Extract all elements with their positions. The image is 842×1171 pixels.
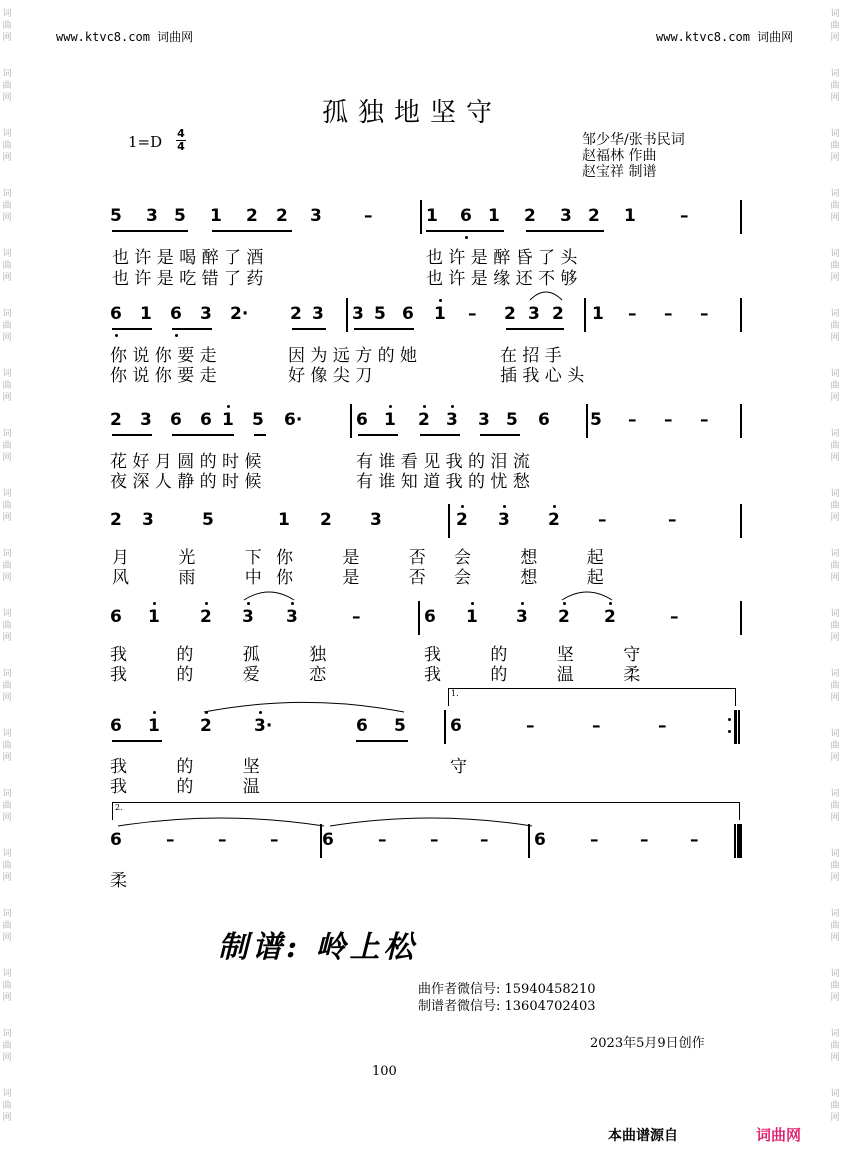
row3-note: 6·: [284, 410, 303, 430]
row3-note: 1: [384, 410, 396, 430]
row5-octave-dot-high: [205, 602, 208, 605]
side-watermark-text: 词 曲 网: [830, 729, 840, 763]
row2-beam: [292, 328, 326, 330]
header-left-site[interactable]: www.ktvc8.com 词曲网: [56, 30, 194, 44]
row2-note: 1: [434, 304, 446, 324]
header-right-site[interactable]: www.ktvc8.com 词曲网: [656, 30, 794, 44]
side-watermark-text: 词 曲 网: [2, 789, 12, 823]
row7-bar-line: [740, 824, 742, 858]
row1-note: –: [364, 206, 373, 226]
side-watermark-text: 词 曲 网: [2, 669, 12, 703]
creation-date: 2023年5月9日创作: [590, 1036, 705, 1051]
side-watermark-text: 词 曲 网: [2, 129, 12, 163]
key-signature: 1=D: [128, 133, 163, 151]
row6-note: 2: [200, 716, 212, 736]
row2-lyric-verse1-c: 在 招 手: [500, 346, 562, 366]
row1-note: 2: [524, 206, 536, 226]
row2-note: 1: [592, 304, 604, 324]
row3-bar-line: [740, 404, 742, 438]
row4-lyric-verse2-a: 风 雨 中: [112, 568, 284, 588]
row2-bar-line: [584, 298, 586, 332]
row5-octave-dot-high: [609, 602, 612, 605]
row3-beam: [200, 434, 234, 436]
row2-lyric-verse2-a: 你 说 你 要 走: [110, 366, 217, 386]
row2-note: 1: [140, 304, 152, 324]
row2-slur: [530, 290, 562, 302]
row1-note: 1: [488, 206, 500, 226]
row6-octave-dot-high: [153, 711, 156, 714]
row1-lyric-verse2-b: 也 许 是 缘 还 不 够: [426, 269, 578, 289]
row4-bar-line: [448, 504, 450, 538]
row2-note: 2·: [230, 304, 249, 324]
side-watermark-text: 词 曲 网: [830, 129, 840, 163]
row1-bar-line: [420, 200, 422, 234]
side-watermark-text: 词 曲 网: [2, 1089, 12, 1123]
row4-lyric-verse2-b: 你 是 否: [276, 568, 448, 588]
row6-note: –: [658, 716, 667, 736]
footer-source-label: 本曲谱源自: [608, 1128, 678, 1144]
side-watermark-text: 词 曲 网: [830, 249, 840, 283]
row6-lyric-verse2-a: 我 的 温: [110, 777, 282, 797]
row4-note: 2: [320, 510, 332, 530]
row7-note: –: [640, 830, 649, 850]
row1-note: 3: [146, 206, 158, 226]
row4-octave-dot-high: [461, 505, 464, 508]
row4-lyric-verse2-c: 会 想 起: [454, 568, 626, 588]
side-watermark-text: 词 曲 网: [2, 429, 12, 463]
row7-note: –: [480, 830, 489, 850]
row2-note: 5: [374, 304, 386, 324]
row4-octave-dot-high: [503, 505, 506, 508]
row5-octave-dot-high: [521, 602, 524, 605]
row3-note: 5: [590, 410, 602, 430]
row3-beam: [358, 434, 398, 436]
row6-note: –: [592, 716, 601, 736]
row3-note: 2: [110, 410, 122, 430]
composer-credit: 赵福林 作曲: [582, 148, 657, 164]
row2-octave-dot-high: [439, 299, 442, 302]
row3-note: 3: [140, 410, 152, 430]
row3-note: 1: [222, 410, 234, 430]
row1-note: 1: [426, 206, 438, 226]
row7-tie-1: [118, 816, 324, 828]
row7-bar-line: [320, 824, 322, 858]
side-watermark-text: 词 曲 网: [2, 729, 12, 763]
row5-lyric-verse2-b: 我 的 温 柔: [424, 665, 663, 685]
row6-note: –: [526, 716, 535, 736]
row2-bar-line: [346, 298, 348, 332]
row4-lyric-verse1-c: 会 想 起: [454, 548, 626, 568]
row3-lyric-verse1-a: 花 好 月 圆 的 时 候: [110, 452, 262, 472]
row7-note: 6: [534, 830, 546, 850]
row3-octave-dot-high: [227, 405, 230, 408]
side-watermark-text: 词 曲 网: [830, 669, 840, 703]
row3-beam: [480, 434, 520, 436]
row1-note: 2: [588, 206, 600, 226]
row4-lyric-verse1-a: 月 光 下: [112, 548, 284, 568]
row2-note: 3: [352, 304, 364, 324]
row3-note: 6: [200, 410, 212, 430]
lyricist-credit: 邹少华/张书民词: [582, 132, 685, 148]
row2-note: 3: [200, 304, 212, 324]
row4-note: 2: [456, 510, 468, 530]
side-watermark-text: 词 曲 网: [2, 9, 12, 43]
row1-note: 1: [210, 206, 222, 226]
row5-octave-dot-high: [471, 602, 474, 605]
row3-bar-line: [586, 404, 588, 438]
repeat-bar-thick: [734, 710, 737, 744]
row2-note: –: [468, 304, 477, 324]
side-watermark-text: 词 曲 网: [830, 549, 840, 583]
row3-note: –: [664, 410, 673, 430]
row5-note: 6: [110, 607, 122, 627]
row5-note: –: [670, 607, 679, 627]
row2-lyric-verse1-a: 你 说 你 要 走: [110, 346, 217, 366]
row3-note: 6: [356, 410, 368, 430]
side-watermark-text: 词 曲 网: [830, 609, 840, 643]
arranger-signature: 制谱: 岭上松: [218, 930, 418, 965]
row6-beam: [356, 740, 408, 742]
row6-bar-line: [444, 710, 446, 744]
row2-note: 3: [528, 304, 540, 324]
row6-slur: [204, 700, 404, 714]
row3-note: 3: [478, 410, 490, 430]
row4-note: 1: [278, 510, 290, 530]
row4-note: 2: [110, 510, 122, 530]
row5-lyric-verse1-a: 我 的 孤 独: [110, 645, 349, 665]
row1-note: 5: [110, 206, 122, 226]
row7-note: –: [690, 830, 699, 850]
row2-beam: [112, 328, 152, 330]
row3-note: 6: [170, 410, 182, 430]
side-watermark-right: [828, 0, 842, 1140]
row7-note: 6: [322, 830, 334, 850]
row5-octave-dot-high: [247, 602, 250, 605]
row4-note: –: [668, 510, 677, 530]
row6-bar-line: [738, 710, 740, 744]
side-watermark-text: 词 曲 网: [2, 69, 12, 103]
row2-lyric-verse2-c: 插 我 心 头: [500, 366, 585, 386]
volta-bracket-second: 2.: [112, 802, 740, 820]
row5-note: 1: [466, 607, 478, 627]
row2-lyric-verse2-b: 好 像 尖 刀: [288, 366, 373, 386]
row4-lyric-verse1-b: 你 是 否: [276, 548, 448, 568]
row2-note: 2: [552, 304, 564, 324]
row7-note: –: [590, 830, 599, 850]
row3-note: 3: [446, 410, 458, 430]
row2-octave-dot-low: [115, 334, 118, 337]
side-watermark-text: 词 曲 网: [2, 1029, 12, 1063]
row6-note: 6: [356, 716, 368, 736]
row7-note: –: [270, 830, 279, 850]
side-watermark-text: 词 曲 网: [830, 429, 840, 463]
row4-note: 5: [202, 510, 214, 530]
row3-beam: [254, 434, 266, 436]
row4-note: 3: [142, 510, 154, 530]
row2-note: –: [700, 304, 709, 324]
row7-note: –: [378, 830, 387, 850]
row7-bar-line: [734, 824, 736, 858]
row3-lyric-verse2-a: 夜 深 人 静 的 时 候: [110, 472, 262, 492]
row1-octave-dot-low: [465, 236, 468, 239]
row4-note: 3: [498, 510, 510, 530]
row1-beam: [151, 230, 188, 232]
row5-note: 3: [286, 607, 298, 627]
row3-octave-dot-high: [389, 405, 392, 408]
row7-tie-2: [330, 816, 532, 828]
row2-octave-dot-low: [175, 334, 178, 337]
row3-note: 2: [418, 410, 430, 430]
row1-lyric-verse2-a: 也 许 是 吃 错 了 药: [112, 269, 264, 289]
row1-note: 6: [460, 206, 472, 226]
row3-octave-dot-high: [423, 405, 426, 408]
side-watermark-text: 词 曲 网: [2, 549, 12, 583]
row3-note: –: [628, 410, 637, 430]
time-signature: 4 4: [177, 127, 185, 153]
row3-octave-dot-high: [451, 405, 454, 408]
row3-beam: [112, 434, 152, 436]
row2-note: 6: [170, 304, 182, 324]
row2-beam: [530, 328, 564, 330]
row5-octave-dot-high: [153, 602, 156, 605]
side-watermark-text: 词 曲 网: [830, 909, 840, 943]
side-watermark-text: 词 曲 网: [830, 369, 840, 403]
row5-note: 3: [242, 607, 254, 627]
row6-note: 1: [148, 716, 160, 736]
side-watermark-text: 词 曲 网: [2, 309, 12, 343]
row5-note: 3: [516, 607, 528, 627]
side-watermark-text: 词 曲 网: [830, 789, 840, 823]
row5-octave-dot-high: [291, 602, 294, 605]
side-watermark-left: [0, 0, 14, 1140]
repeat-dot: [728, 718, 731, 721]
arranger-wechat: 制谱者微信号: 13604702403: [418, 999, 596, 1014]
row6-note: 3·: [254, 716, 273, 736]
row4-note: –: [598, 510, 607, 530]
row2-note: 6: [110, 304, 122, 324]
row5-slur-1: [244, 590, 294, 602]
side-watermark-text: 词 曲 网: [830, 69, 840, 103]
side-watermark-text: 词 曲 网: [830, 1089, 840, 1123]
arranger-credit: 赵宝祥 制谱: [582, 164, 657, 180]
row5-octave-dot-high: [563, 602, 566, 605]
row7-note: –: [166, 830, 175, 850]
row1-beam: [565, 230, 604, 232]
row2-bar-line: [740, 298, 742, 332]
row2-note: –: [664, 304, 673, 324]
row3-note: 6: [538, 410, 550, 430]
footer-brand-link[interactable]: 词曲网: [756, 1126, 802, 1144]
row3-beam: [420, 434, 460, 436]
row6-beam: [112, 740, 162, 742]
row1-note: –: [680, 206, 689, 226]
row5-note: 2: [604, 607, 616, 627]
row5-bar-line: [740, 601, 742, 635]
composer-wechat: 曲作者微信号: 15940458210: [418, 982, 596, 997]
side-watermark-text: 词 曲 网: [2, 849, 12, 883]
row6-lyric-verse1-a: 我 的 坚: [110, 757, 282, 777]
row3-bar-line: [350, 404, 352, 438]
row7-bar-line: [528, 824, 530, 858]
side-watermark-text: 词 曲 网: [830, 489, 840, 523]
row7-note: 6: [110, 830, 122, 850]
row1-lyric-verse1-a: 也 许 是 喝 醉 了 酒: [112, 248, 264, 268]
page-number: 100: [372, 1064, 397, 1079]
side-watermark-text: 词 曲 网: [2, 189, 12, 223]
row3-note: 5: [252, 410, 264, 430]
side-watermark-text: 词 曲 网: [830, 9, 840, 43]
row7-note: –: [430, 830, 439, 850]
side-watermark-text: 词 曲 网: [830, 189, 840, 223]
row1-lyric-verse1-b: 也 许 是 醉 昏 了 头: [426, 248, 578, 268]
row5-note: –: [352, 607, 361, 627]
row2-note: –: [628, 304, 637, 324]
row5-bar-line: [418, 601, 420, 635]
row4-note: 3: [370, 510, 382, 530]
row1-note: 1: [624, 206, 636, 226]
side-watermark-text: 词 曲 网: [830, 849, 840, 883]
row6-lyric-verse1-b: 守: [450, 757, 467, 777]
row4-octave-dot-high: [553, 505, 556, 508]
row6-note: 5: [394, 716, 406, 736]
repeat-dot: [728, 730, 731, 733]
row1-beam: [465, 230, 504, 232]
row5-note: 2: [200, 607, 212, 627]
row5-note: 6: [424, 607, 436, 627]
side-watermark-text: 词 曲 网: [830, 969, 840, 1003]
row5-note: 1: [148, 607, 160, 627]
row1-note: 2: [246, 206, 258, 226]
row4-bar-line: [740, 504, 742, 538]
row4-note: 2: [548, 510, 560, 530]
row2-note: 6: [402, 304, 414, 324]
song-title: 孤独地坚守: [322, 98, 503, 128]
side-watermark-text: 词 曲 网: [2, 609, 12, 643]
row2-lyric-verse1-b: 因 为 远 方 的 她: [288, 346, 418, 366]
row1-beam: [251, 230, 292, 232]
row2-note: 3: [312, 304, 324, 324]
side-watermark-text: 词 曲 网: [2, 249, 12, 283]
row2-note: 2: [504, 304, 516, 324]
row1-note: 5: [174, 206, 186, 226]
row2-note: 2: [290, 304, 302, 324]
row1-note: 2: [276, 206, 288, 226]
row3-lyric-verse2-b: 有 谁 知 道 我 的 忧 愁: [356, 472, 530, 492]
row5-slur-2: [562, 590, 612, 602]
row2-beam: [354, 328, 414, 330]
row3-lyric-verse1-b: 有 谁 看 见 我 的 泪 流: [356, 452, 530, 472]
side-watermark-text: 词 曲 网: [830, 309, 840, 343]
row3-note: 5: [506, 410, 518, 430]
side-watermark-text: 词 曲 网: [2, 969, 12, 1003]
row1-bar-line: [740, 200, 742, 234]
row2-beam: [172, 328, 212, 330]
side-watermark-text: 词 曲 网: [830, 1029, 840, 1063]
row6-note: 6: [450, 716, 462, 736]
row5-note: 2: [558, 607, 570, 627]
row1-note: 3: [560, 206, 572, 226]
row3-note: –: [700, 410, 709, 430]
volta-bracket-first: 1.: [448, 688, 736, 706]
row6-note: 6: [110, 716, 122, 736]
row1-note: 3: [310, 206, 322, 226]
row5-lyric-verse2-a: 我 的 爱 恋: [110, 665, 349, 685]
final-bar-thick: [737, 824, 740, 858]
row5-lyric-verse1-b: 我 的 坚 守: [424, 645, 663, 665]
side-watermark-text: 词 曲 网: [2, 909, 12, 943]
side-watermark-text: 词 曲 网: [2, 489, 12, 523]
row7-note: –: [218, 830, 227, 850]
side-watermark-text: 词 曲 网: [2, 369, 12, 403]
row7-lyric: 柔: [110, 871, 127, 891]
